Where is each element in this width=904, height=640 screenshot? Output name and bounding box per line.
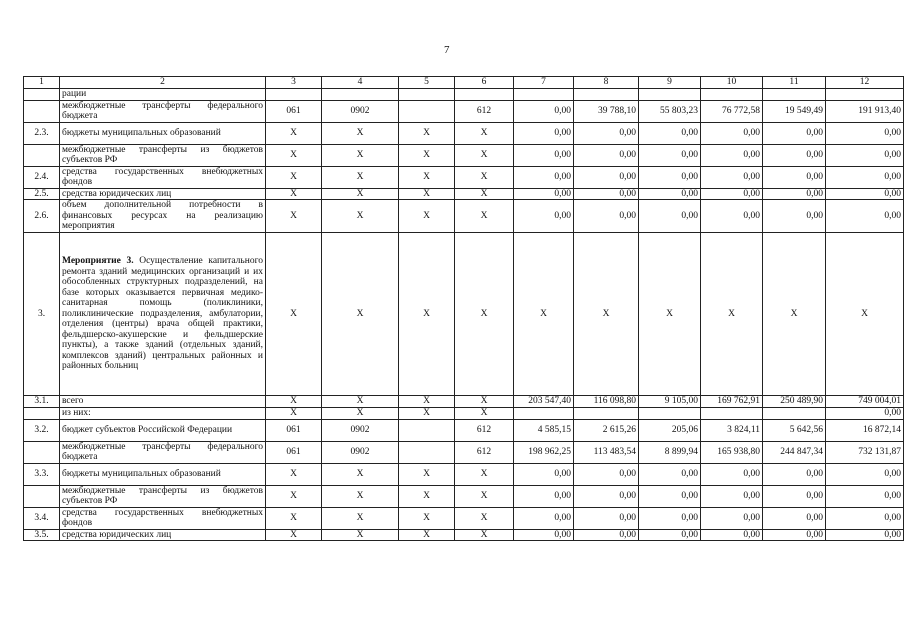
value-cell: 612 — [455, 419, 514, 441]
measure-title: Мероприятие 3. — [62, 256, 134, 267]
value-cell — [639, 89, 701, 101]
value-cell: 0,00 — [826, 507, 904, 529]
value-cell: 16 872,14 — [826, 419, 904, 441]
value-cell: 0,00 — [514, 200, 574, 233]
row-number-cell: 3.4. — [24, 507, 60, 529]
value-cell: X — [455, 122, 514, 144]
value-cell: 061 — [266, 441, 322, 463]
value-cell: 0,00 — [701, 122, 763, 144]
value-cell: 0,00 — [701, 485, 763, 507]
table-row — [24, 166, 904, 188]
header-cell: 4 — [322, 77, 399, 89]
value-cell: 0,00 — [574, 188, 639, 200]
header-cell: 7 — [514, 77, 574, 89]
value-cell: X — [266, 144, 322, 166]
value-cell: X — [322, 507, 399, 529]
value-cell: 0,00 — [826, 200, 904, 233]
value-cell: X — [266, 396, 322, 408]
value-cell: 0,00 — [514, 100, 574, 122]
value-cell: X — [455, 529, 514, 541]
value-cell: X — [266, 166, 322, 188]
value-cell: X — [322, 144, 399, 166]
row-number-cell — [24, 144, 60, 166]
value-cell: 5 642,56 — [763, 419, 826, 441]
table-row — [24, 419, 904, 441]
header-cell: 5 — [399, 77, 455, 89]
value-cell: X — [322, 463, 399, 485]
value-cell: 2 615,26 — [574, 419, 639, 441]
value-cell: 0,00 — [574, 507, 639, 529]
value-cell — [826, 89, 904, 101]
value-cell: X — [399, 122, 455, 144]
value-cell: X — [266, 485, 322, 507]
row-number-cell — [24, 408, 60, 420]
value-cell: X — [399, 233, 455, 396]
row-number-cell — [24, 100, 60, 122]
value-cell: 732 131,87 — [826, 441, 904, 463]
row-number-cell: 2.3. — [24, 122, 60, 144]
description-cell: бюджеты муниципальных образований — [60, 463, 266, 485]
header-cell: 9 — [639, 77, 701, 89]
table-row — [24, 200, 904, 233]
value-cell: 0,00 — [701, 144, 763, 166]
value-cell — [399, 89, 455, 101]
value-cell: X — [266, 463, 322, 485]
value-cell: 4 585,15 — [514, 419, 574, 441]
value-cell: X — [399, 200, 455, 233]
description-cell: межбюджетные трансферты из бюджетов субъектов РФ — [60, 144, 266, 166]
value-cell: 198 962,25 — [514, 441, 574, 463]
value-cell: X — [763, 233, 826, 396]
table-row — [24, 396, 904, 408]
value-cell: X — [514, 233, 574, 396]
value-cell: 0,00 — [701, 188, 763, 200]
row-number-cell: 3.5. — [24, 529, 60, 541]
value-cell: 113 483,54 — [574, 441, 639, 463]
value-cell: X — [574, 233, 639, 396]
value-cell: X — [455, 485, 514, 507]
value-cell: X — [455, 396, 514, 408]
table-row — [24, 144, 904, 166]
value-cell: 9 105,00 — [639, 396, 701, 408]
value-cell: X — [399, 166, 455, 188]
value-cell: 55 803,23 — [639, 100, 701, 122]
value-cell: X — [322, 529, 399, 541]
value-cell: X — [399, 463, 455, 485]
value-cell — [399, 441, 455, 463]
value-cell: X — [455, 408, 514, 420]
value-cell: 0,00 — [763, 122, 826, 144]
description-cell — [60, 233, 266, 396]
value-cell — [639, 408, 701, 420]
value-cell: 169 762,91 — [701, 396, 763, 408]
value-cell: 0,00 — [639, 122, 701, 144]
value-cell: X — [322, 166, 399, 188]
value-cell: 0,00 — [514, 166, 574, 188]
row-number-cell: 3. — [24, 233, 60, 396]
value-cell: X — [399, 144, 455, 166]
value-cell: 0,00 — [639, 485, 701, 507]
measure-text: Осуществление капитального ремонта зданий медицинских организаций и их обособленных структурных подразделений, на базе которых оказывается первичная медико-санитарная помощь (поликлиники, поликлинические подразделения, амбулатории, отделения (центры) врача общей практики, фельдшерско-акушерские и фельдшерские пункты), а также зданий (отдельных зданий, комплексов зданий) центральных районных и районных больниц — [62, 256, 263, 372]
header-cell: 11 — [763, 77, 826, 89]
value-cell: 0,00 — [763, 529, 826, 541]
value-cell: 0,00 — [639, 166, 701, 188]
value-cell: 0,00 — [574, 463, 639, 485]
description-cell: бюджеты муниципальных образований — [60, 122, 266, 144]
value-cell: X — [322, 122, 399, 144]
row-number-cell: 2.6. — [24, 200, 60, 233]
value-cell: 612 — [455, 441, 514, 463]
value-cell: 0,00 — [701, 463, 763, 485]
table-row — [24, 529, 904, 541]
value-cell: X — [266, 408, 322, 420]
value-cell: 0,00 — [639, 507, 701, 529]
budget-table — [23, 76, 904, 541]
value-cell: X — [266, 529, 322, 541]
value-cell: X — [322, 485, 399, 507]
value-cell: 0,00 — [763, 144, 826, 166]
header-cell: 3 — [266, 77, 322, 89]
value-cell: X — [266, 122, 322, 144]
value-cell: X — [455, 144, 514, 166]
value-cell: 749 004,01 — [826, 396, 904, 408]
value-cell — [574, 89, 639, 101]
value-cell — [322, 89, 399, 101]
table-row — [24, 122, 904, 144]
table-row — [24, 463, 904, 485]
value-cell: 0,00 — [763, 188, 826, 200]
value-cell: X — [399, 396, 455, 408]
value-cell: 0,00 — [574, 529, 639, 541]
table-row — [24, 507, 904, 529]
value-cell: 0,00 — [639, 463, 701, 485]
value-cell: X — [266, 188, 322, 200]
value-cell: 0,00 — [826, 144, 904, 166]
value-cell: 0,00 — [514, 463, 574, 485]
value-cell — [266, 89, 322, 101]
header-cell: 12 — [826, 77, 904, 89]
value-cell: X — [701, 233, 763, 396]
value-cell: X — [399, 529, 455, 541]
value-cell: 0,00 — [574, 200, 639, 233]
value-cell: 203 547,40 — [514, 396, 574, 408]
value-cell: 250 489,90 — [763, 396, 826, 408]
value-cell: X — [455, 200, 514, 233]
value-cell: X — [399, 188, 455, 200]
value-cell: 116 098,80 — [574, 396, 639, 408]
value-cell: 0902 — [322, 441, 399, 463]
value-cell: 0,00 — [701, 529, 763, 541]
value-cell: 19 549,49 — [763, 100, 826, 122]
description-cell: средства юридических лиц — [60, 529, 266, 541]
value-cell: 0,00 — [514, 529, 574, 541]
value-cell — [701, 408, 763, 420]
header-cell: 8 — [574, 77, 639, 89]
value-cell: 0,00 — [826, 463, 904, 485]
value-cell: X — [322, 233, 399, 396]
value-cell — [763, 89, 826, 101]
value-cell — [455, 89, 514, 101]
value-cell: X — [322, 396, 399, 408]
value-cell: X — [399, 485, 455, 507]
table-row — [24, 441, 904, 463]
row-number-cell — [24, 441, 60, 463]
description-cell: рации — [60, 89, 266, 101]
value-cell: 0,00 — [826, 408, 904, 420]
value-cell: 0,00 — [763, 166, 826, 188]
description-cell: средства юридических лиц — [60, 188, 266, 200]
value-cell: 061 — [266, 419, 322, 441]
value-cell: 0,00 — [763, 200, 826, 233]
description-cell: межбюджетные трансферты федерального бюджета — [60, 441, 266, 463]
value-cell: X — [399, 408, 455, 420]
value-cell: X — [455, 166, 514, 188]
value-cell: 0,00 — [639, 188, 701, 200]
value-cell: 0,00 — [826, 188, 904, 200]
table-row — [24, 89, 904, 101]
table-row — [24, 408, 904, 420]
value-cell: X — [455, 188, 514, 200]
row-number-cell: 3.2. — [24, 419, 60, 441]
value-cell — [574, 408, 639, 420]
value-cell: 0,00 — [639, 200, 701, 233]
description-cell: всего — [60, 396, 266, 408]
value-cell — [399, 419, 455, 441]
page-number: 7 — [444, 44, 450, 56]
value-cell: 0,00 — [514, 485, 574, 507]
row-number-cell: 3.1. — [24, 396, 60, 408]
value-cell: 165 938,80 — [701, 441, 763, 463]
value-cell: 0,00 — [639, 144, 701, 166]
value-cell: X — [455, 507, 514, 529]
value-cell: 0,00 — [514, 188, 574, 200]
value-cell: 0,00 — [826, 122, 904, 144]
value-cell: 061 — [266, 100, 322, 122]
table-row — [24, 233, 904, 396]
value-cell: X — [455, 233, 514, 396]
value-cell: 0,00 — [574, 144, 639, 166]
value-cell: 39 788,10 — [574, 100, 639, 122]
description-cell: бюджет субъектов Российской Федерации — [60, 419, 266, 441]
value-cell: X — [826, 233, 904, 396]
value-cell: 0,00 — [763, 485, 826, 507]
description-cell: средства государственных внебюджетных фондов — [60, 166, 266, 188]
row-number-cell — [24, 89, 60, 101]
table-row — [24, 100, 904, 122]
description-cell: межбюджетные трансферты федерального бюджета — [60, 100, 266, 122]
value-cell: 0902 — [322, 100, 399, 122]
value-cell: 0,00 — [514, 507, 574, 529]
value-cell: 0,00 — [701, 507, 763, 529]
table-row — [24, 485, 904, 507]
value-cell: 205,06 — [639, 419, 701, 441]
value-cell: 0,00 — [826, 485, 904, 507]
value-cell — [514, 89, 574, 101]
value-cell — [701, 89, 763, 101]
value-cell: X — [322, 188, 399, 200]
value-cell: 0,00 — [701, 166, 763, 188]
value-cell: 0,00 — [639, 529, 701, 541]
value-cell — [514, 408, 574, 420]
value-cell: 612 — [455, 100, 514, 122]
row-number-cell: 2.5. — [24, 188, 60, 200]
value-cell: X — [399, 507, 455, 529]
value-cell: 0,00 — [763, 507, 826, 529]
table-row — [24, 188, 904, 200]
value-cell: 0,00 — [763, 463, 826, 485]
value-cell: 191 913,40 — [826, 100, 904, 122]
value-cell: X — [455, 463, 514, 485]
value-cell: X — [266, 507, 322, 529]
value-cell: 0902 — [322, 419, 399, 441]
value-cell: X — [266, 200, 322, 233]
value-cell: 76 772,58 — [701, 100, 763, 122]
description-cell: объем дополнительной потребности в финансовых ресурсах на реализацию мероприятия — [60, 200, 266, 233]
value-cell: 0,00 — [826, 166, 904, 188]
value-cell: 3 824,11 — [701, 419, 763, 441]
value-cell: 0,00 — [514, 144, 574, 166]
value-cell: 8 899,94 — [639, 441, 701, 463]
value-cell: 0,00 — [514, 122, 574, 144]
header-cell: 1 — [24, 77, 60, 89]
header-cell: 2 — [60, 77, 266, 89]
description-cell: из них: — [60, 408, 266, 420]
value-cell: 0,00 — [574, 166, 639, 188]
value-cell: X — [322, 200, 399, 233]
description-cell: межбюджетные трансферты из бюджетов субъектов РФ — [60, 485, 266, 507]
header-cell: 10 — [701, 77, 763, 89]
value-cell: X — [322, 408, 399, 420]
description-cell: средства государственных внебюджетных фондов — [60, 507, 266, 529]
value-cell: 0,00 — [826, 529, 904, 541]
value-cell: X — [639, 233, 701, 396]
row-number-cell: 2.4. — [24, 166, 60, 188]
value-cell — [399, 100, 455, 122]
value-cell — [763, 408, 826, 420]
header-row — [24, 77, 904, 89]
header-cell: 6 — [455, 77, 514, 89]
value-cell: 0,00 — [574, 485, 639, 507]
row-number-cell: 3.3. — [24, 463, 60, 485]
value-cell: 0,00 — [701, 200, 763, 233]
row-number-cell — [24, 485, 60, 507]
value-cell: 0,00 — [574, 122, 639, 144]
value-cell: X — [266, 233, 322, 396]
value-cell: 244 847,34 — [763, 441, 826, 463]
